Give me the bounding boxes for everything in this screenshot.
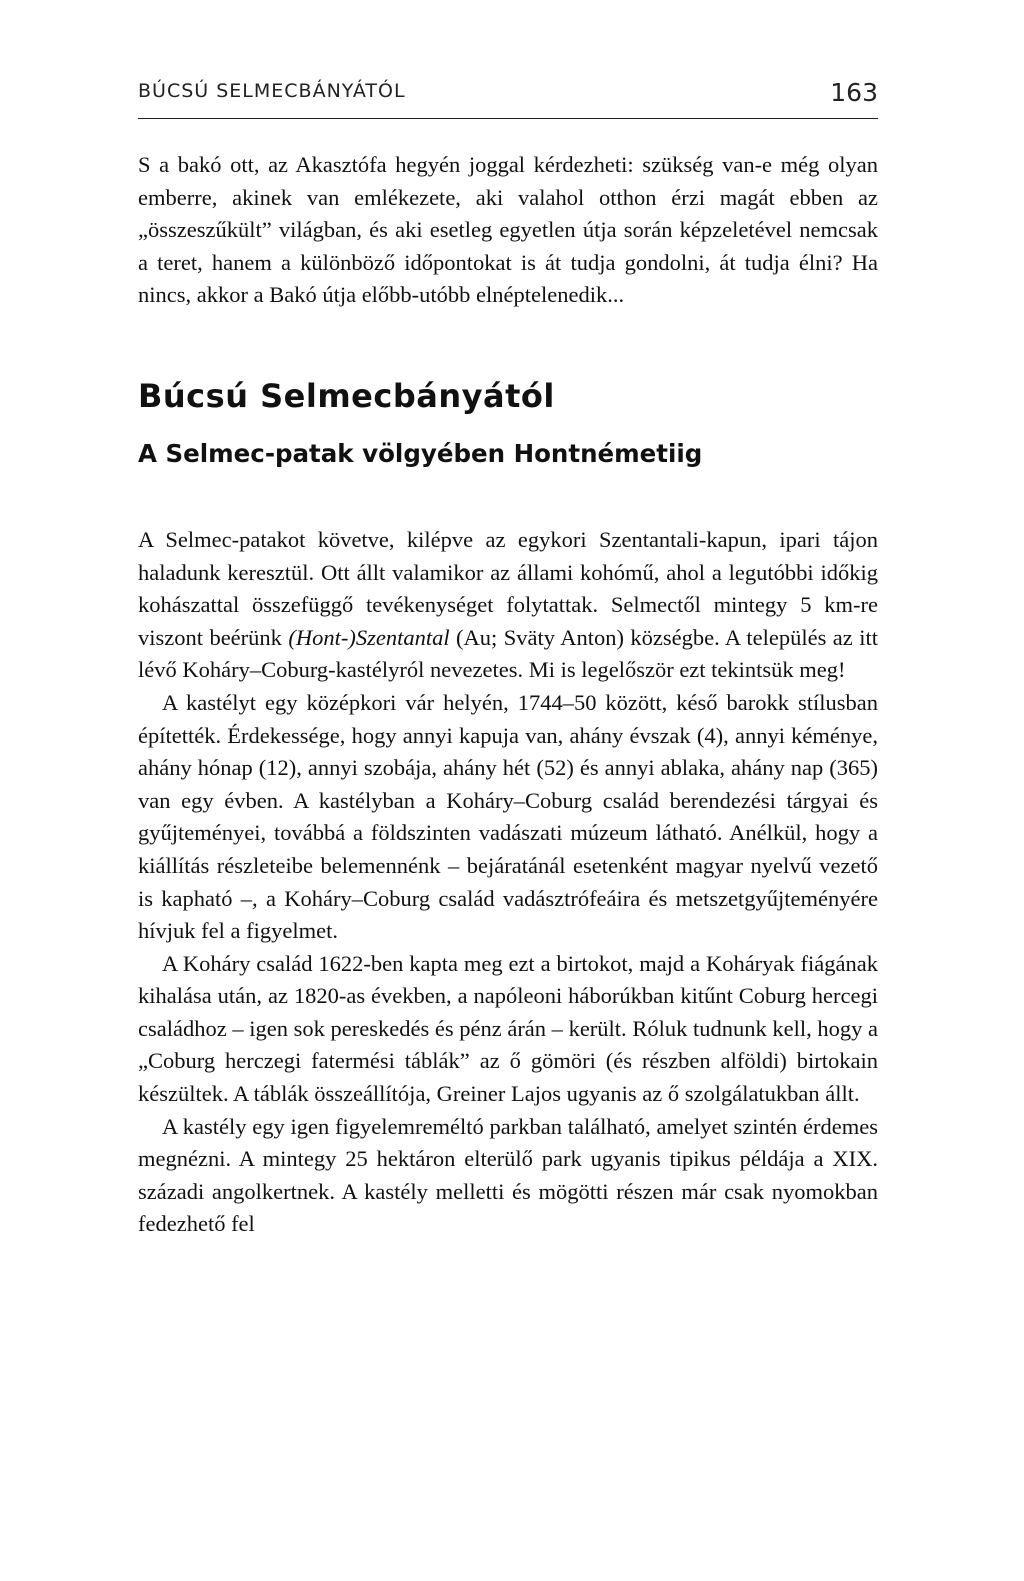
intro-paragraph: S a bakó ott, az Akasztófa hegyén joggal kérdezheti: szükség van-e még olyan emberre, akinek van emlékezete, aki valahol otthon érzi magát ebben az „összeszűkült” világban, és aki esetleg egyetlen útja során képzeletével nemcsak a teret, hanem a különböző időpontokat is át tudja gondolni, át tudja élni? Ha nincs, akkor a Bakó útja előbb-utóbb elnéptelenedik...	[138, 152, 878, 308]
book-page	[138, 78, 878, 1241]
chapter-title: Búcsú Selmecbányától	[138, 376, 555, 415]
running-header	[138, 78, 878, 119]
page-number: 163	[830, 78, 878, 107]
body-paragraph-3: A Koháry család 1622-ben kapta meg ezt a birtokot, majd a Koháryak fiágának kihalása után, az 1820-as években, a napóleoni háborúkban kitűnt Coburg hercegi családhoz – igen sok pereskedés és pénz árán – került. Róluk tudnunk kell, hogy a „Coburg herczegi fatermési táblák” az ő gömöri (és részben alföldi) birtokain készültek. A táblák összeállítója, Greiner Lajos ugyanis az ő szolgálatukban állt.	[138, 950, 878, 1107]
paragraph-1-text-b: (Au; Sväty Anton) községbe. A település az itt lévő Koháry–Coburg-kastélyról nevezetes. Mi is legelőször ezt tekintsük meg!	[138, 624, 878, 683]
body-paragraph-4: A kastély egy igen figyelemreméltó parkban található, amelyet szintén érdemes megnézni. A mintegy 25 hektáron elterülő park ugyanis tipikus példája a XIX. századi angolkertnek. A kastély melletti és mögötti részen már csak nyomokban fedezhető fel	[138, 1113, 878, 1237]
body-paragraph-1	[138, 524, 878, 687]
place-name-italic: (Hont-)Szentantal	[288, 624, 450, 650]
chapter-subtitle: A Selmec-patak völgyében Hontnémetiig	[138, 438, 703, 468]
body-paragraph-2: A kastélyt egy középkori vár helyén, 1744–50 között, késő barokk stílusban építették. Érdekessége, hogy annyi kapuja van, ahány évszak (4), annyi kéménye, ahány hónap (12), annyi szobája, ahány hét (52) és annyi ablaka, ahány nap (365) van egy évben. A kastélyban a Koháry–Coburg család berendezési tárgyai és gyűjteményei, továbbá a földszinten vadászati múzeum látható. Anélkül, hogy a kiállítás részleteibe belemennénk – bejáratánál esetenként magyar nyelvű vezető is kapható –, a Koháry–Coburg család vadásztrófeáira és metszetgyűjteményére hívjuk fel a figyelmet.	[138, 689, 878, 944]
running-title: BÚCSÚ SELMECBÁNYÁTÓL	[138, 80, 406, 102]
paragraph-1-text-a: A Selmec-patakot követve, kilépve az egykori Szentantali-kapun, ipari tájon haladunk keresztül. Ott állt valamikor az állami kohómű, ahol a legutóbbi időkig kohászattal összefüggő tevékenységet folytattak. Selmectől mintegy 5 km-re viszont beérünk	[138, 526, 878, 650]
